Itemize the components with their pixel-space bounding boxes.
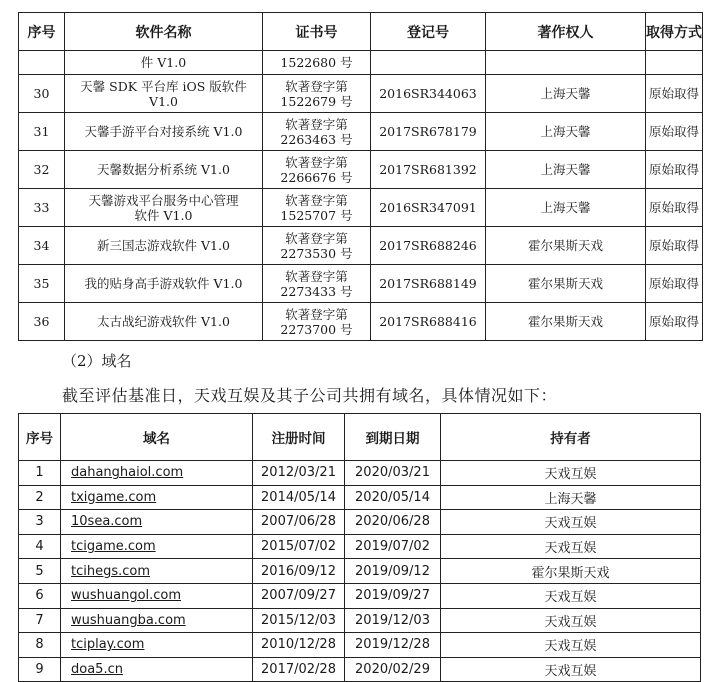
cell-no: 8: [19, 633, 61, 658]
cell-no: 31: [19, 113, 65, 151]
intro-paragraph: 截至评估基准日，天戏互娱及其子公司共拥有域名，具体情况如下：: [62, 386, 558, 405]
cell-registration-date: 2015/07/02: [253, 534, 345, 559]
table-row: [19, 534, 701, 559]
cert-line-2: 2266676 号: [280, 169, 353, 185]
name-line-1: 天馨手游平台对接系统 V1.0: [84, 124, 243, 139]
cell-method: 原始取得: [646, 265, 703, 303]
cell-expiry-date: 2019/12/28: [345, 633, 441, 658]
cell-holder: 上海天馨: [441, 485, 701, 510]
cell-no: 2: [19, 485, 61, 510]
cell-holder: 霍尔果斯天戏: [441, 559, 701, 584]
table-row: [19, 461, 701, 486]
cell-method: 原始取得: [646, 303, 703, 341]
table-row: [19, 265, 703, 303]
cell-no: 4: [19, 534, 61, 559]
cert-line-1: 软著登字第: [285, 268, 348, 284]
cell-holder: 天戏互娱: [441, 633, 701, 658]
cell-owner: 霍尔果斯天戏: [486, 227, 646, 265]
cell-registration-date: 2007/09/27: [253, 583, 345, 608]
table-row: [19, 608, 701, 633]
cert-line-1: 软著登字第: [285, 116, 348, 132]
cell-method: 原始取得: [646, 227, 703, 265]
cell-certificate-no: [263, 303, 371, 341]
cell-registration-no: 2016SR344063: [371, 75, 486, 113]
col-header-acquisition-method: 取得方式: [646, 13, 703, 51]
cell-registration-date: 2016/09/12: [253, 559, 345, 584]
cell-owner: 上海天馨: [486, 189, 646, 227]
domain-link[interactable]: tciplay.com: [71, 637, 145, 653]
cell-no: 5: [19, 559, 61, 584]
cell-method: 原始取得: [646, 75, 703, 113]
cert-line-1: 软著登字第: [285, 154, 348, 170]
cell-registration-no: 2016SR347091: [371, 189, 486, 227]
table-row: [19, 633, 701, 658]
table-row: [19, 75, 703, 113]
col-header-domain: 域名: [61, 414, 253, 461]
cell-expiry-date: 2019/09/12: [345, 559, 441, 584]
name-line-1: 太古战纪游戏软件 V1.0: [97, 314, 230, 329]
col-header-software-name: 软件名称: [65, 13, 263, 51]
domain-table: [18, 413, 701, 682]
software-copyright-table: [18, 12, 703, 341]
domain-link[interactable]: 10sea.com: [71, 514, 143, 530]
cell-certificate-no: [263, 227, 371, 265]
table-row: [19, 151, 703, 189]
section-heading: （2）域名: [62, 352, 132, 370]
cell-holder: 天戏互娱: [441, 583, 701, 608]
name-line-1: 天馨游戏平台服务中心管理: [88, 192, 239, 208]
col-header-expiry-date: 到期日期: [345, 414, 441, 461]
cert-line-1: 软著登字第: [285, 78, 348, 94]
cell-registration-date: 2007/06/28: [253, 510, 345, 535]
col-header-no: 序号: [19, 414, 61, 461]
table-header-row: [19, 13, 703, 51]
table-row: [19, 559, 701, 584]
cell-no: 33: [19, 189, 65, 227]
cert-line-2: 1522679 号: [280, 93, 353, 109]
cell-registration-no: [371, 51, 486, 75]
cert-line-2: 2273433 号: [280, 283, 353, 299]
cert-line-1: 软著登字第: [285, 230, 348, 246]
cell-expiry-date: 2019/12/03: [345, 608, 441, 633]
name-line-1: 天馨 SDK 平台库 iOS 版软件: [80, 78, 247, 94]
cell-method: 原始取得: [646, 151, 703, 189]
cert-line-1: 软著登字第: [285, 192, 348, 208]
cell-owner: 霍尔果斯天戏: [486, 265, 646, 303]
cell-domain: [61, 608, 253, 633]
cell-no: 6: [19, 583, 61, 608]
cell-registration-no: 2017SR688149: [371, 265, 486, 303]
cell-expiry-date: 2020/02/29: [345, 657, 441, 682]
cell-software-name: 件 V1.0: [65, 51, 263, 75]
table-row: [19, 227, 703, 265]
table-row: [19, 113, 703, 151]
domain-link[interactable]: dahanghaiol.com: [71, 465, 184, 481]
col-header-certificate-no: 证书号: [263, 13, 371, 51]
cell-certificate-no: [263, 265, 371, 303]
cell-software-name: [65, 227, 263, 265]
cell-software-name: [65, 113, 263, 151]
cell-no: 7: [19, 608, 61, 633]
cell-holder: 天戏互娱: [441, 461, 701, 486]
cell-owner: 上海天馨: [486, 75, 646, 113]
domain-link[interactable]: doa5.cn: [71, 662, 123, 678]
cell-domain: [61, 510, 253, 535]
cert-line-2: 1525707 号: [280, 207, 353, 223]
cell-holder: 天戏互娱: [441, 534, 701, 559]
cert-line-1: 软著登字第: [285, 306, 348, 322]
name-line-2: V1.0: [149, 93, 178, 109]
cell-holder: 天戏互娱: [441, 510, 701, 535]
col-header-holder: 持有者: [441, 414, 701, 461]
col-header-no: 序号: [19, 13, 65, 51]
cell-registration-date: 2012/03/21: [253, 461, 345, 486]
cell-holder: 天戏互娱: [441, 608, 701, 633]
domain-link[interactable]: txigame.com: [71, 489, 157, 505]
domain-link[interactable]: wushuangba.com: [71, 612, 186, 628]
cell-registration-date: 2010/12/28: [253, 633, 345, 658]
cell-expiry-date: 2020/05/14: [345, 485, 441, 510]
cell-no: [19, 51, 65, 75]
name-line-1: 天馨数据分析系统 V1.0: [97, 162, 230, 177]
name-line-1: 新三国志游戏软件 V1.0: [97, 238, 230, 253]
domain-link[interactable]: wushuangol.com: [71, 588, 182, 604]
cell-expiry-date: 2019/09/27: [345, 583, 441, 608]
cell-owner: 上海天馨: [486, 113, 646, 151]
cell-no: 32: [19, 151, 65, 189]
name-line-1: 我的贴身高手游戏软件 V1.0: [84, 276, 243, 291]
cell-registration-no: 2017SR688416: [371, 303, 486, 341]
cell-holder: 天戏互娱: [441, 657, 701, 682]
cell-certificate-no: [263, 151, 371, 189]
cell-expiry-date: 2019/07/02: [345, 534, 441, 559]
cell-domain: [61, 485, 253, 510]
domain-link[interactable]: tcigame.com: [71, 539, 156, 555]
cert-line-2: 2273530 号: [280, 245, 353, 261]
cell-domain: [61, 583, 253, 608]
cell-method: 原始取得: [646, 113, 703, 151]
cell-software-name: [65, 303, 263, 341]
col-header-registration-date: 注册时间: [253, 414, 345, 461]
table-row: [19, 303, 703, 341]
cell-registration-no: 2017SR678179: [371, 113, 486, 151]
cell-no: 9: [19, 657, 61, 682]
cell-no: 1: [19, 461, 61, 486]
cell-no: 35: [19, 265, 65, 303]
cell-expiry-date: 2020/06/28: [345, 510, 441, 535]
cell-software-name: [65, 75, 263, 113]
cell-registration-no: 2017SR681392: [371, 151, 486, 189]
table-row: [19, 583, 701, 608]
name-line-2: 软件 V1.0: [134, 207, 193, 223]
cell-software-name: [65, 151, 263, 189]
cell-software-name: [65, 265, 263, 303]
table-row: [19, 657, 701, 682]
cell-owner: 上海天馨: [486, 151, 646, 189]
domain-link[interactable]: tcihegs.com: [71, 563, 151, 579]
cell-registration-date: 2015/12/03: [253, 608, 345, 633]
table-row: [19, 485, 701, 510]
cell-certificate-no: [263, 75, 371, 113]
col-header-copyright-owner: 著作权人: [486, 13, 646, 51]
cell-no: 3: [19, 510, 61, 535]
cell-method: [646, 51, 703, 75]
cell-domain: [61, 633, 253, 658]
cell-expiry-date: 2020/03/21: [345, 461, 441, 486]
cell-domain: [61, 534, 253, 559]
table-row: [19, 510, 701, 535]
cell-registration-no: 2017SR688246: [371, 227, 486, 265]
cell-no: 36: [19, 303, 65, 341]
cell-domain: [61, 559, 253, 584]
cell-no: 34: [19, 227, 65, 265]
cell-registration-date: 2014/05/14: [253, 485, 345, 510]
cell-domain: [61, 461, 253, 486]
cell-certificate-no: 1522680 号: [263, 51, 371, 75]
cell-method: 原始取得: [646, 189, 703, 227]
cell-software-name: [65, 189, 263, 227]
cell-owner: 霍尔果斯天戏: [486, 303, 646, 341]
cell-certificate-no: [263, 189, 371, 227]
cell-no: 30: [19, 75, 65, 113]
col-header-registration-no: 登记号: [371, 13, 486, 51]
cell-domain: [61, 657, 253, 682]
table-row-continued: [19, 51, 703, 75]
cert-line-2: 2273700 号: [280, 321, 353, 337]
cell-certificate-no: [263, 113, 371, 151]
cell-owner: [486, 51, 646, 75]
table-header-row: [19, 414, 701, 461]
cell-registration-date: 2017/02/28: [253, 657, 345, 682]
table-row: [19, 189, 703, 227]
cert-line-2: 2263463 号: [280, 131, 353, 147]
